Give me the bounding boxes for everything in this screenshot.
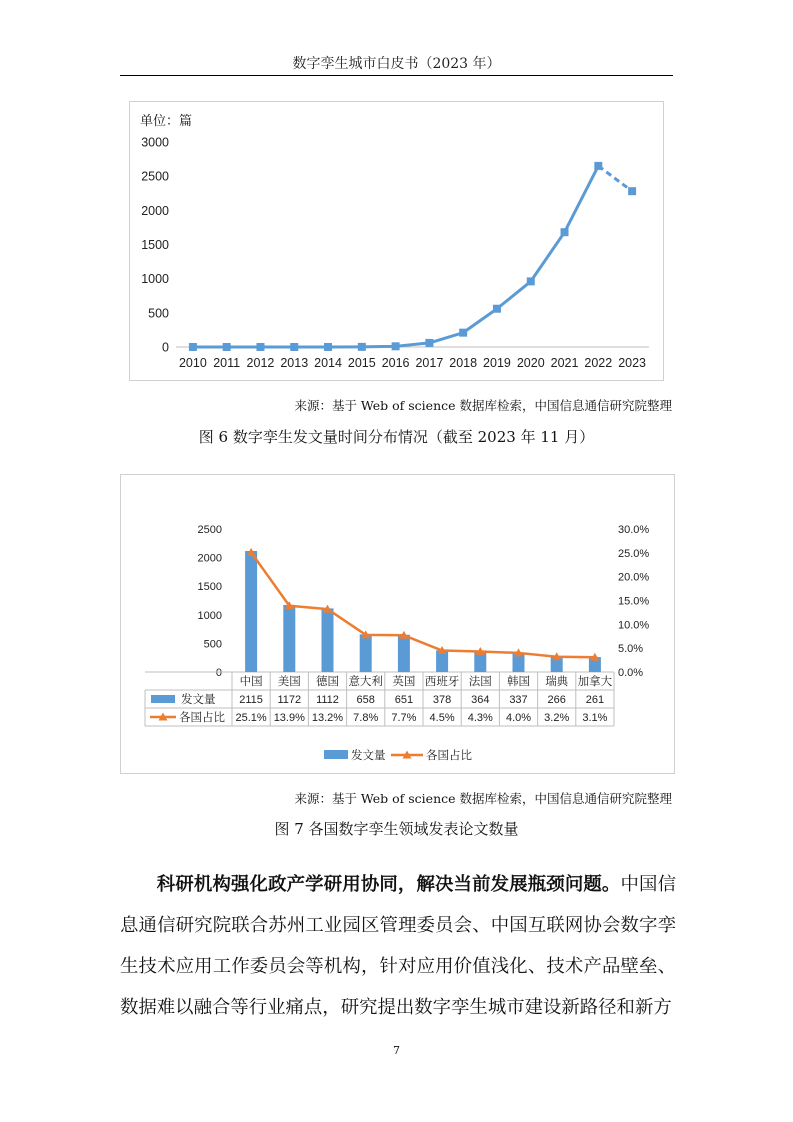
chart1-ytick-label: 500 — [148, 306, 169, 321]
chart2-category-label: 加拿大 — [577, 676, 613, 688]
body-bold-lead: 科研机构强化政产学研用协同，解决当前发展瓶颈问题。 — [156, 874, 621, 895]
body-paragraph — [120, 864, 676, 1028]
chart2-ytick-left-label: 1500 — [197, 581, 222, 594]
chart1-xtick-label: 2013 — [280, 356, 309, 370]
chart2-table-bar-key — [151, 695, 175, 703]
chart1-ytick-label: 1000 — [141, 272, 169, 287]
chart1-data-point — [223, 343, 231, 351]
chart1-xtick-label: 2010 — [178, 356, 207, 370]
source-note-2: 来源：基于 Web of science 数据库检索，中国信息通信研究院整理 — [294, 791, 672, 806]
chart1-data-point — [459, 329, 467, 337]
chart2-ytick-right-label: 25.0% — [618, 547, 650, 560]
chart1-data-point — [392, 342, 400, 350]
chart2-bar — [245, 551, 257, 672]
chart1-ytick-label: 2500 — [141, 169, 169, 184]
chart1-ytick-label: 1500 — [141, 238, 169, 252]
chart2-table-value: 13.2% — [311, 712, 344, 724]
header-rule — [120, 75, 673, 76]
chart2-table-value: 7.8% — [353, 712, 379, 724]
chart-publication-trend — [130, 102, 663, 380]
chart2-category-label: 法国 — [468, 676, 492, 688]
chart1-data-point — [628, 187, 636, 195]
chart2-category-label: 美国 — [277, 676, 301, 688]
chart2-category-label: 意大利 — [348, 676, 383, 688]
chart2-legend-bar-swatch — [324, 750, 348, 759]
chart2-ytick-left-label: 2500 — [197, 524, 222, 536]
chart2-category-label: 英国 — [392, 676, 416, 688]
chart2-bar — [398, 635, 410, 672]
chart2-table-value: 658 — [356, 694, 375, 706]
chart1-data-point — [493, 305, 501, 313]
chart1-data-point — [256, 343, 264, 351]
chart2-table-value: 1172 — [277, 694, 302, 706]
chart1-xtick-label: 2017 — [415, 356, 444, 370]
chart1-data-point — [561, 228, 569, 236]
chart2-category-label: 瑞典 — [545, 676, 569, 688]
chart2-table-value: 4.0% — [505, 712, 532, 724]
chart1-ytick-label: 2000 — [141, 203, 169, 218]
chart2-table-row-label: 发文量 — [181, 694, 216, 706]
chart2-legend-label: 各国占比 — [426, 750, 472, 762]
chart1-xtick-label: 2021 — [550, 356, 579, 370]
chart2-ytick-left-label: 500 — [203, 638, 222, 651]
source-note-1: 来源：基于 Web of science 数据库检索，中国信息通信研究院整理 — [294, 398, 672, 413]
chart2-ytick-right-label: 15.0% — [618, 595, 650, 608]
chart1-xtick-label: 2014 — [314, 356, 342, 370]
chart2-table-value: 2115 — [239, 694, 263, 706]
chart2-table-value: 3.2% — [544, 712, 570, 724]
chart2-category-label: 中国 — [239, 676, 263, 688]
chart1-data-point — [425, 339, 433, 347]
chart1-data-point — [324, 343, 332, 351]
chart2-category-label: 西班牙 — [424, 676, 460, 688]
chart1-xtick-label: 2016 — [381, 356, 410, 370]
chart2-table-row-label: 各国占比 — [179, 712, 225, 724]
chart2-ytick-right-label: 10.0% — [618, 619, 650, 632]
chart2-category-label: 韩国 — [507, 676, 530, 688]
chart2-table-value: 4.3% — [467, 712, 493, 724]
figure-caption-7: 图 7 各国数字孪生领域发表论文数量 — [274, 820, 519, 838]
chart1-ytick-label: 3000 — [141, 135, 169, 150]
chart1-data-point — [594, 162, 602, 170]
chart2-ytick-right-label: 0.0% — [618, 667, 644, 679]
chart2-ytick-right-label: 30.0% — [618, 524, 650, 536]
chart2-ytick-right-label: 5.0% — [618, 643, 644, 656]
chart1-xtick-label: 2023 — [618, 356, 647, 370]
chart1-data-point — [527, 277, 535, 285]
chart2-bar — [360, 634, 372, 672]
chart1-xtick-label: 2020 — [516, 356, 545, 370]
page-header: 数字孪生城市白皮书（2023 年） — [292, 56, 501, 72]
chart2-ytick-right-label: 20.0% — [618, 571, 650, 584]
chart2-table-value: 651 — [394, 694, 414, 706]
chart2-ytick-left-label: 2000 — [197, 552, 222, 565]
body-text: 中国信息通信研究院联合苏州工业园区管理委员会、中国互联网协会数字孪生技术应用工作委员会等机构，针对应用价值浅化、技术产品壁垒、数据难以融合等行业痛点，研究提出数字孪生城市建设新路径和新方 — [120, 874, 676, 1018]
chart2-ytick-left-label: 1000 — [197, 609, 222, 622]
chart2-table-value: 4.5% — [429, 712, 455, 724]
chart1-xtick-label: 2015 — [347, 356, 376, 370]
chart1-data-point — [290, 343, 298, 351]
chart2-table-value: 337 — [509, 694, 528, 706]
chart2-table-value: 266 — [547, 694, 566, 706]
chart2-ytick-left-label: 0 — [215, 667, 222, 679]
chart1-xtick-label: 2019 — [483, 356, 511, 370]
chart1-xtick-label: 2011 — [213, 356, 241, 370]
chart1-series-line-projected — [598, 166, 632, 191]
chart2-table-value: 25.1% — [235, 712, 267, 724]
chart2-table-value: 3.1% — [582, 712, 608, 724]
chart-publication-trend-frame — [129, 101, 664, 381]
chart2-table-value: 261 — [585, 694, 605, 706]
chart2-table-value: 378 — [432, 694, 452, 706]
chart1-unit-label: 单位：篇 — [140, 113, 193, 128]
chart-country-papers — [121, 475, 674, 773]
page-number: 7 — [393, 1044, 400, 1057]
chart2-bar — [322, 608, 334, 672]
chart2-legend-label: 发文量 — [351, 750, 386, 762]
chart-country-papers-frame — [120, 474, 675, 774]
chart2-bar — [283, 605, 295, 672]
chart1-series-line — [193, 166, 598, 347]
chart1-xtick-label: 2018 — [449, 356, 478, 370]
figure-caption-6: 图 6 数字孪生发文量时间分布情况（截至 2023 年 11 月） — [198, 428, 595, 446]
chart1-xtick-label: 2022 — [584, 356, 613, 370]
chart1-ytick-label: 0 — [162, 340, 169, 355]
chart1-xtick-label: 2012 — [246, 356, 275, 370]
chart2-table-value: 7.7% — [391, 712, 417, 724]
chart1-data-point — [358, 343, 366, 351]
chart2-table-value: 1112 — [316, 694, 339, 706]
chart2-table-value: 13.9% — [273, 712, 305, 724]
chart1-data-point — [189, 343, 197, 351]
chart2-share-line — [251, 552, 595, 657]
chart2-table-value: 364 — [471, 694, 490, 706]
chart2-category-label: 德国 — [316, 676, 339, 688]
